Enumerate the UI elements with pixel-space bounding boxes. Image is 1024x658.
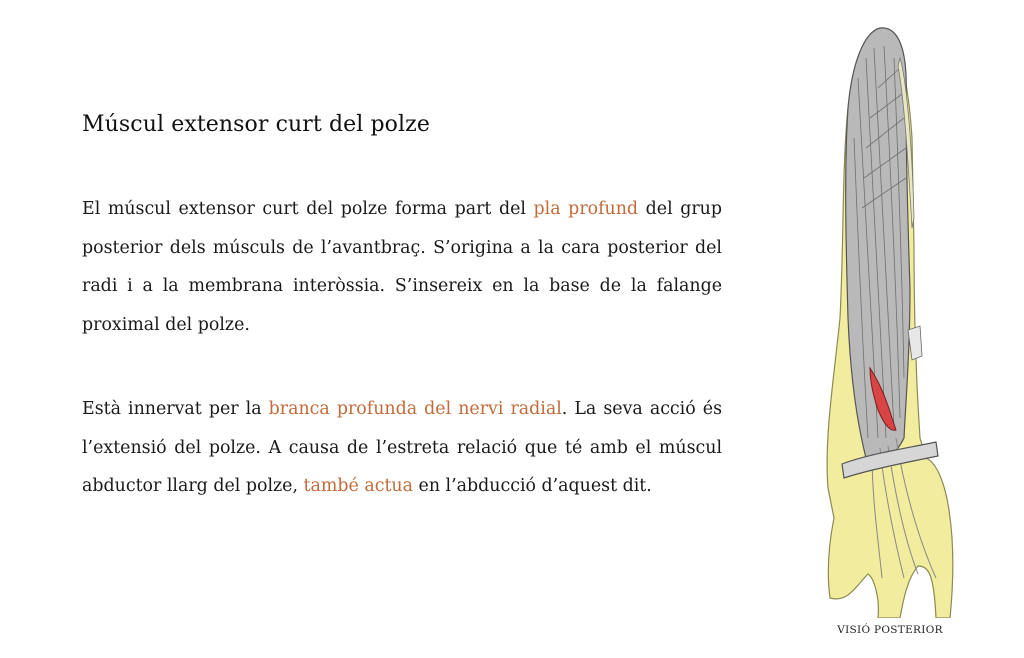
paragraph-2-text-b: . La seva acció és l’extensió del polze. A causa de l’estreta relació que té amb el múscul abductor llarg del polze, xyxy=(82,399,722,496)
forearm-illustration xyxy=(808,18,978,618)
link-pla-profund[interactable]: pla profund xyxy=(533,199,639,219)
figure-caption: VISIÓ POSTERIOR xyxy=(837,624,943,636)
link-branca-profunda-nervi-radial[interactable]: branca profunda del nervi radial xyxy=(268,399,562,419)
paragraph-1-text-a: El múscul extensor curt del polze forma part del xyxy=(82,199,534,219)
paragraph-2 xyxy=(82,390,722,506)
article xyxy=(82,112,722,496)
paragraph-2-text-a: Està innervat per la xyxy=(82,399,269,419)
paragraph-1 xyxy=(82,190,722,344)
page-title: Múscul extensor curt del polze xyxy=(82,112,430,137)
paragraph-1-text-b: del grup posterior dels músculs de l’avantbraç. S’origina a la cara posterior del radi i a la membrana interòssia. S’insereix en la base de la falange proximal del polze. xyxy=(82,199,722,335)
paragraph-2-text-c: en l’abducció d’aquest dit. xyxy=(413,476,652,496)
link-tambe-actua[interactable]: també actua xyxy=(303,476,413,496)
